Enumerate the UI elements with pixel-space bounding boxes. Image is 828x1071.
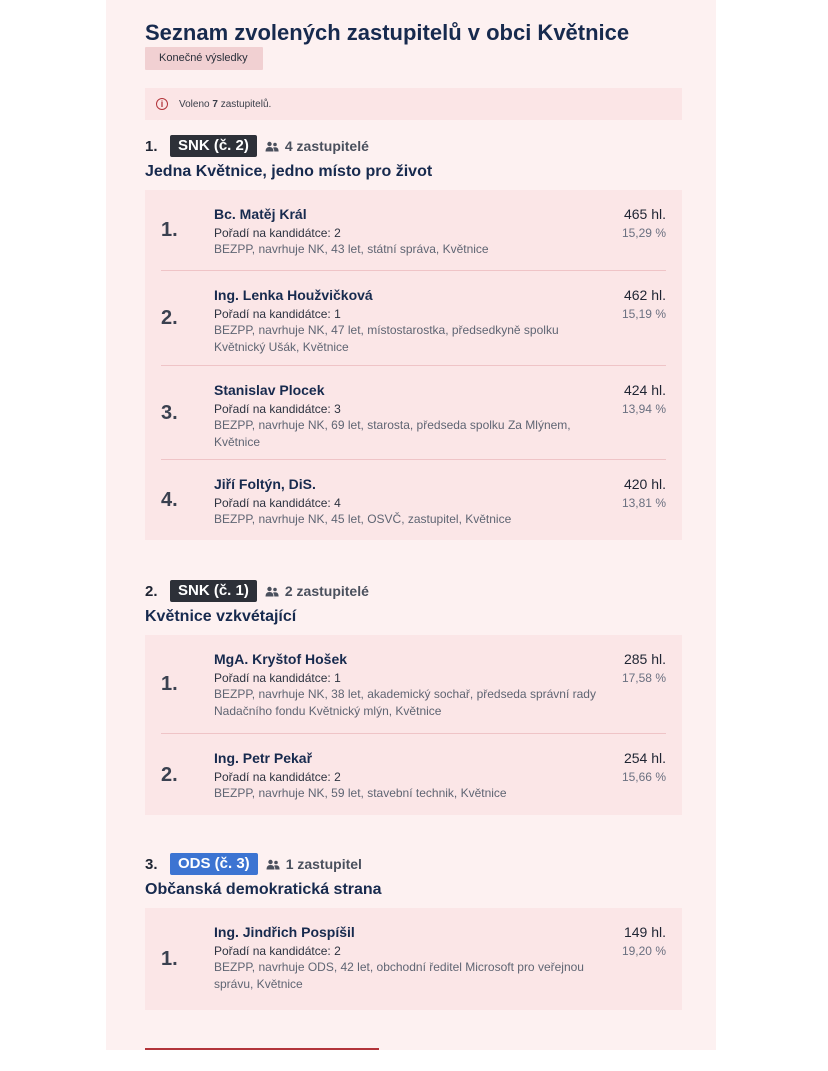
candidate-percent: 15,66 % [621,770,666,784]
candidate-info: BEZPP, navrhuje NK, 69 let, starosta, předseda spolku Za Mlýnem, Květnice [214,418,571,449]
candidate-percent: 15,19 % [621,307,666,321]
candidate-percent: 17,58 % [621,671,666,685]
page-title: Seznam zvolených zastupitelů v obci Květnice [145,20,630,45]
candidate-position: Pořadí na kandidátce: 2 [214,944,341,958]
candidate-list [145,635,682,815]
candidate-percent: 15,29 % [621,226,666,240]
candidate-name: Ing. Jindřich Pospíšil [214,924,355,940]
candidate-votes: 254 hl. [623,750,666,766]
candidate-info: BEZPP, navrhuje NK, 43 let, státní správa, Květnice [214,242,489,256]
party-rank: 2. [145,582,158,600]
candidate-info: BEZPP, navrhuje ODS, 42 let, obchodní ředitel Microsoft pro veřejnou správu, Květnice [214,960,584,991]
party-tag[interactable]: SNK (č. 1) [170,580,257,602]
party-section [145,134,682,540]
seats-count: 4 zastupitelé [265,138,369,154]
candidate-position: Pořadí na kandidátce: 1 [214,307,341,321]
candidate-order: 2. [161,307,178,329]
candidate-row [161,733,666,815]
candidate-percent: 13,94 % [621,402,666,416]
seats-count: 2 zastupitelé [265,583,369,599]
people-icon [265,586,279,597]
bottom-divider [145,1048,379,1050]
candidate-info: BEZPP, navrhuje NK, 47 let, místostarostka, předsedkyně spolku Květnický Ušák, Květnice [214,323,559,354]
info-bar [145,88,682,120]
party-name: Květnice vzkvétající [145,608,297,625]
candidate-name: Ing. Lenka Houžvičková [214,287,373,303]
candidate-name: MgA. Kryštof Hošek [214,651,348,667]
candidate-percent: 13,81 % [621,496,666,510]
candidate-list [145,190,682,540]
candidate-votes: 285 hl. [623,651,666,667]
candidate-percent: 19,20 % [621,944,666,958]
candidate-votes: 420 hl. [623,476,666,492]
candidate-name: Jiří Foltýn, DiS. [214,476,316,492]
candidate-position: Pořadí na kandidátce: 4 [214,496,341,510]
candidate-row [161,635,666,733]
candidate-order: 3. [161,401,178,424]
status-badge: Konečné výsledky [145,47,263,70]
party-tag[interactable]: SNK (č. 2) [170,135,257,157]
candidate-position: Pořadí na kandidátce: 1 [214,671,341,685]
party-section [145,579,682,815]
candidate-row [161,365,666,459]
party-rank: 3. [145,855,158,873]
candidate-list [145,908,682,1010]
candidate-row [161,270,666,365]
results-page [106,0,716,1050]
candidate-order: 2. [161,763,178,786]
seats-count: 1 zastupitel [266,856,362,872]
people-icon [266,859,280,870]
candidate-order: 1. [161,948,178,970]
party-name: Občanská demokratická strana [145,881,382,898]
party-section [145,852,682,1010]
candidate-votes: 149 hl. [623,924,666,940]
candidate-order: 1. [161,673,178,695]
candidate-position: Pořadí na kandidátce: 3 [214,402,341,416]
party-header [145,852,682,876]
candidate-name: Stanislav Plocek [214,382,325,398]
candidate-order: 1. [161,219,178,241]
candidate-votes: 462 hl. [623,287,666,303]
people-icon [265,141,279,152]
party-header [145,134,682,158]
party-tag[interactable]: ODS (č. 3) [170,853,258,875]
info-text: Voleno 7 zastupitelů. [179,98,272,110]
candidate-info: BEZPP, navrhuje NK, 38 let, akademický sochař, předseda správní rady Nadačního fondu Květnický mlýn, Květnice [214,687,596,718]
party-rank: 1. [145,137,158,155]
party-header [145,579,682,603]
candidate-votes: 465 hl. [623,206,666,222]
party-name: Jedna Květnice, jedno místo pro život [145,163,433,180]
candidate-position: Pořadí na kandidátce: 2 [214,770,341,784]
candidate-info: BEZPP, navrhuje NK, 45 let, OSVČ, zastupitel, Květnice [214,512,512,526]
candidate-position: Pořadí na kandidátce: 2 [214,226,341,240]
candidate-row [161,459,666,540]
candidate-votes: 424 hl. [623,382,666,398]
candidate-info: BEZPP, navrhuje NK, 59 let, stavební technik, Květnice [214,786,507,800]
candidate-row [161,908,666,1010]
candidate-name: Bc. Matěj Král [214,206,307,222]
candidate-name: Ing. Petr Pekař [214,750,313,766]
candidate-order: 4. [161,489,178,511]
candidate-row [161,190,666,270]
info-icon: i [156,98,168,110]
